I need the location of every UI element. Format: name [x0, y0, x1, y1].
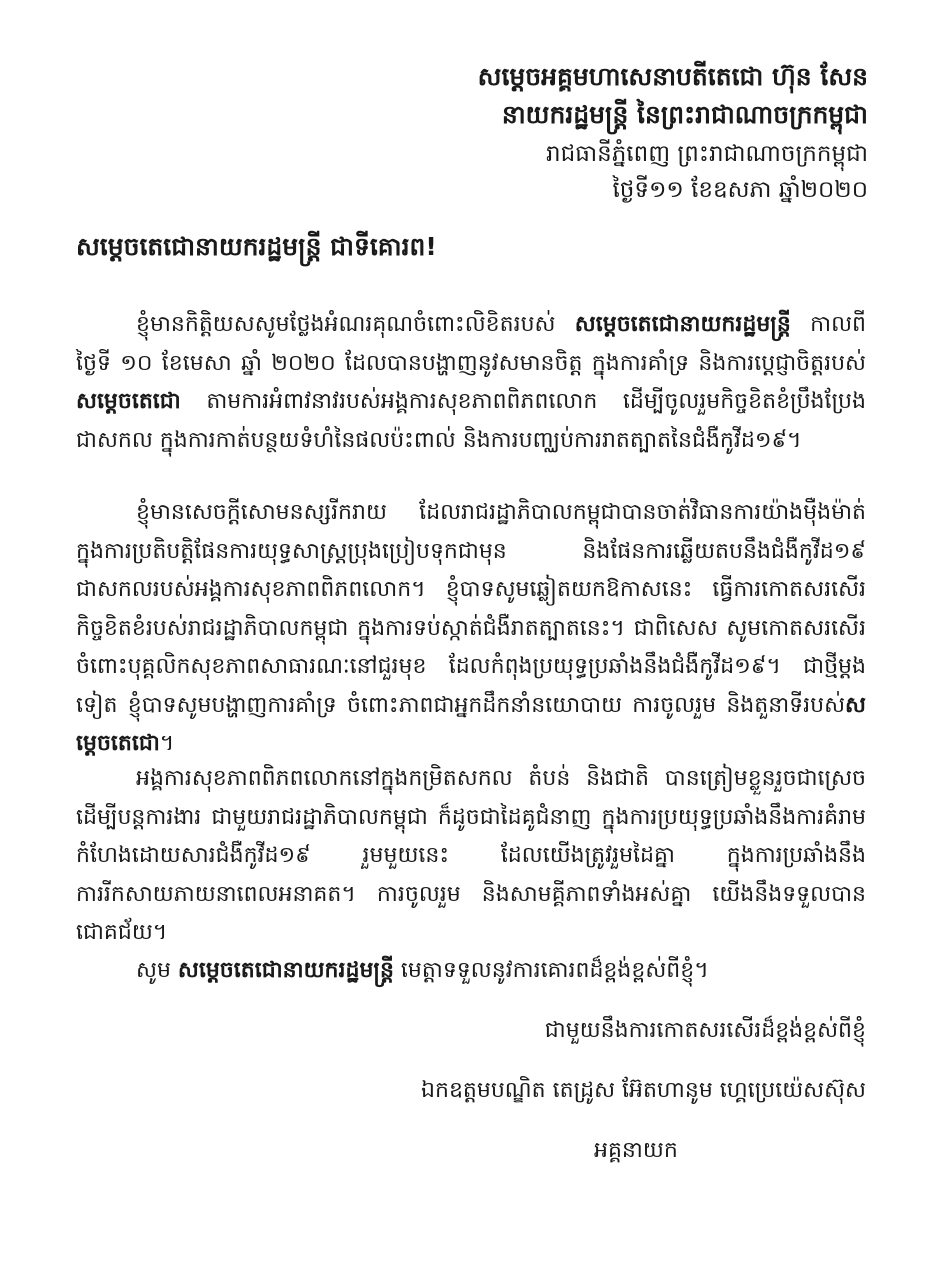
paragraph-2-text-c: ។	[159, 731, 175, 756]
signer-title: អគ្គនាយក	[594, 1138, 678, 1163]
paragraph-1-text-e: តាមការអំពាវនាវរបស់អង្គការសុខភាពពិភពលោក ដើម្បីចូលរួមកិច្ចខិតខំប្រឹងប្រែងជាសកល ក្នុងការកាត់បន្ថយទំហំនៃផលប៉ះពាល់ និងការបញ្ឈប់ការរាតត្បាតនៃជំងឺកូវីដ១៩។	[76, 389, 866, 453]
closing-line: ជាមួយនឹងការកោតសរសើរដ៏ខ្ពង់ខ្ពស់ពីខ្ញុំ	[544, 1018, 866, 1043]
letter-date: ថ្ងៃទី១១ ខែឧសភា ឆ្នាំ២០២០	[612, 177, 868, 203]
paragraph-1-emphasis-d: សម្តេចតេជោ	[76, 389, 181, 414]
paragraph-3-text: អង្គការសុខភាពពិភពលោកនៅក្នុងកម្រិតសកល តំបន់ និងជាតិ បានត្រៀមខ្លួនរួចជាស្រេច ដើម្បីបន្តការងារ ជាមួយរាជរដ្ឋាភិបាលកម្ពុជា ក៏ដូចជាដៃគូជំនាញ ក្នុងការប្រយុទ្ធប្រឆាំងនឹងការគំរាមកំហែងដោយសារជំងឺកូវីដ១៩ រួមមួយនេះ ដែលយើងត្រូវរួមដៃគ្នា ក្នុងការប្រឆាំងនឹងការរីកសាយភាយនាពេលអនាគត។ ការចូលរួម និងសាមគ្គីភាពទាំងអស់គ្នា យើងនឹងទទួលបានជោគជ័យ។	[76, 766, 866, 945]
paragraph-1-emphasis-b: សម្តេចតេជោនាយករដ្ឋមន្ត្រី	[574, 312, 791, 337]
paragraph-4-text-a: សូម	[136, 958, 178, 983]
paragraph-3	[76, 760, 866, 953]
paragraph-4	[76, 952, 866, 991]
sender-title: នាយករដ្ឋមន្ត្រី នៃព្រះរាជាណាចក្រកម្ពុជា	[501, 100, 868, 129]
paragraph-2-text-a: ខ្ញុំមានសេចក្តីសោមនស្សរីករាយ ដែលរាជរដ្ឋាភិបាលកម្ពុជាបានចាត់វិធានការយ៉ាងម៉ឺងម៉ាត់ ក្នុងការប្រតិបត្តិផែនការយុទ្ធសាស្ត្រប្រុងប្រៀបទុកជាមុន និងផែនការឆ្លើយតបនឹងជំងឺកូវីដ១៩ ជាសកលរបស់អង្គការសុខភាពពិភពលោក។ ខ្ញុំបាទសូមឆ្លៀតយកឱកាសនេះ ធ្វើការកោតសរសើរកិច្ចខិតខំរបស់រាជរដ្ឋាភិបាលកម្ពុជា ក្នុងការទប់ស្កាត់ជំងឺរាតត្បាតនេះ។ ជាពិសេស សូមកោតសរសើរ ចំពោះបុគ្គលិកសុខភាពសាធារណៈនៅជួរមុខ ដែលកំពុងប្រយុទ្ធប្រឆាំងនឹងជំងឺកូវីដ១៩។ ជាថ្មីម្តងទៀត ខ្ញុំបាទសូមបង្ហាញការគាំទ្រ ចំពោះភាពជាអ្នកដឹកនាំនយោបាយ ការចូលរួម និងតួនាទីរបស់	[76, 500, 866, 718]
paragraph-1-text-c: កាលពីថ្ងៃទី ១០ ខែមេសា ឆ្នាំ ២០២០ ដែលបានបង្ហាញនូវសមានចិត្ត ក្នុងការគាំទ្រ និងការប្តេជ្ញាចិត្តរបស់	[76, 312, 866, 376]
paragraph-2-emphasis-b: សម្តេចតេជោ	[76, 692, 866, 756]
signer-name: ឯកឧត្តមបណ្ឌិត តេដ្រូស អ៊ែតហានូម ហ្គេប្រេយ៉េសស៊ុស	[421, 1078, 866, 1103]
sender-name: សម្តេចអគ្គមហាសេនាបតីតេជោ ហ៊ុន សែន	[477, 62, 868, 91]
paragraph-4-text-c: មេត្តាទទួលនូវការគោរពដ៏ខ្ពង់ខ្ពស់ពីខ្ញុំ។	[393, 958, 709, 983]
letter-place: រាជធានីភ្នំពេញ ព្រះរាជាណាចក្រកម្ពុជា	[546, 141, 868, 167]
paragraph-1	[76, 306, 866, 460]
paragraph-4-emphasis-b: សម្តេចតេជោនាយករដ្ឋមន្ត្រី	[177, 958, 394, 983]
paragraph-1-text-a: ខ្ញុំមានកិត្តិយសសូមថ្លែងអំណរគុណចំពោះលិខិតរបស់	[136, 312, 575, 337]
paragraph-2	[76, 494, 866, 764]
salutation: សម្តេចតេជោនាយករដ្ឋមន្ត្រី ជាទីគោរព!	[76, 232, 437, 261]
